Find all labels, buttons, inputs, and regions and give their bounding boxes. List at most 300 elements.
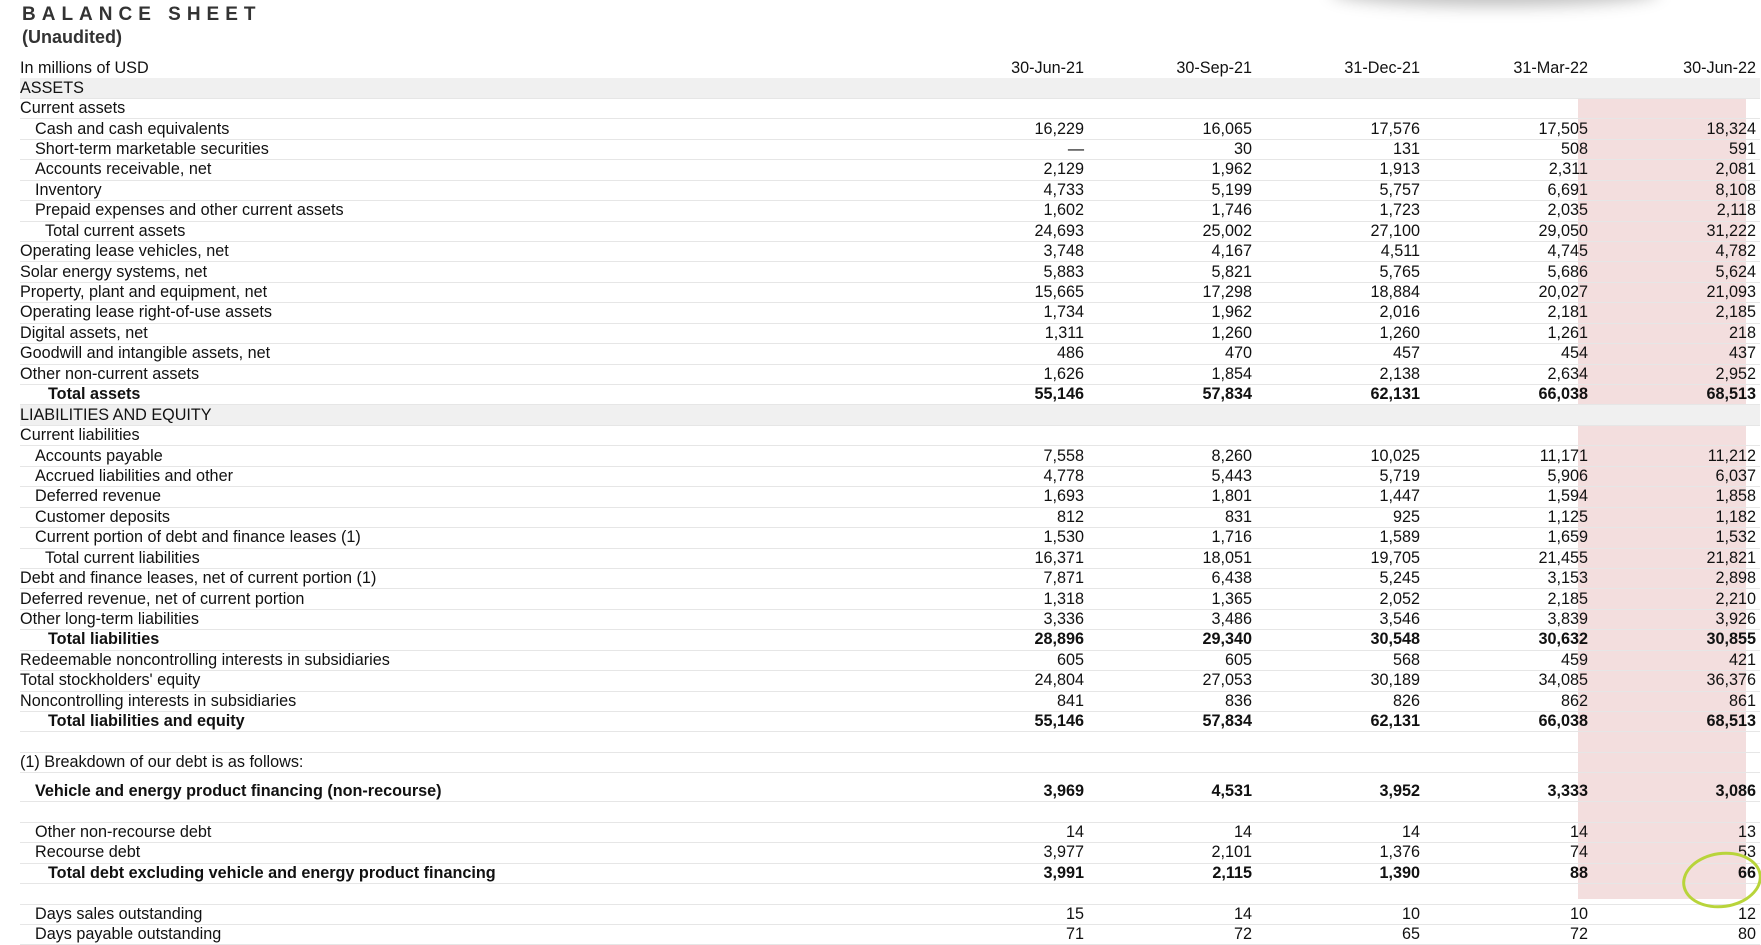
cell-value: 3,952 (1256, 773, 1424, 802)
cell-value: 3,969 (920, 773, 1088, 802)
row-label: Current liabilities (20, 425, 920, 445)
table-row (20, 344, 1760, 364)
cell-value: 3,991 (920, 863, 1088, 883)
cell-value: 12 (1592, 904, 1760, 924)
cell-value (1592, 405, 1760, 425)
row-label: Current assets (20, 98, 920, 118)
row-label (20, 884, 920, 904)
cell-value (920, 98, 1088, 118)
cell-value (1256, 98, 1424, 118)
cell-value: 24,804 (920, 671, 1088, 691)
row-label: Current portion of debt and finance leases (1) (20, 528, 920, 548)
cell-value: 6,691 (1424, 180, 1592, 200)
cell-value: 16,065 (1088, 119, 1256, 139)
cell-value: 8,260 (1088, 446, 1256, 466)
cell-value: 30,632 (1424, 630, 1592, 650)
cell-value: 5,719 (1256, 466, 1424, 486)
row-label: Total assets (20, 385, 920, 405)
cell-value: 2,016 (1256, 303, 1424, 323)
table-row (20, 385, 1760, 405)
table-row (20, 282, 1760, 302)
table-row (20, 262, 1760, 282)
row-label: (1) Breakdown of our debt is as follows: (20, 752, 920, 772)
cell-value: 2,634 (1424, 364, 1592, 384)
row-label: Recourse debt (20, 843, 920, 863)
row-label: Short-term marketable securities (20, 139, 920, 159)
cell-value: 605 (1088, 650, 1256, 670)
cell-value: 841 (920, 691, 1088, 711)
column-header: 31-Mar-22 (1513, 59, 1588, 78)
cell-value: 66 (1592, 863, 1760, 883)
row-label: Inventory (20, 180, 920, 200)
cell-value: 1,532 (1592, 528, 1760, 548)
cell-value: 3,336 (920, 609, 1088, 629)
cell-value (1424, 884, 1592, 904)
cell-value: 2,115 (1088, 863, 1256, 883)
cell-value: 459 (1424, 650, 1592, 670)
cell-value (1256, 802, 1424, 822)
column-header: 30-Sep-21 (1176, 59, 1252, 78)
cell-value: 2,898 (1592, 568, 1760, 588)
cell-value: 11,212 (1592, 446, 1760, 466)
cell-value: 5,686 (1424, 262, 1592, 282)
cell-value: 5,906 (1424, 466, 1592, 486)
row-label: Operating lease right-of-use assets (20, 303, 920, 323)
table-row (20, 924, 1760, 944)
cell-value: 21,455 (1424, 548, 1592, 568)
cell-value: 1,734 (920, 303, 1088, 323)
cell-value: 80 (1592, 924, 1760, 944)
cell-value (920, 732, 1088, 752)
cell-value (1592, 732, 1760, 752)
cell-value: 3,086 (1592, 773, 1760, 802)
cell-value: 55,146 (920, 385, 1088, 405)
cell-value: 862 (1424, 691, 1592, 711)
cell-value (1088, 78, 1256, 98)
cell-value: 15 (920, 904, 1088, 924)
row-label: Accrued liabilities and other (20, 466, 920, 486)
cell-value: 7,871 (920, 568, 1088, 588)
cell-value: 18,324 (1592, 119, 1760, 139)
table-row (20, 732, 1760, 752)
cell-value: 14 (1256, 822, 1424, 842)
cell-value: 4,531 (1088, 773, 1256, 802)
row-label: Property, plant and equipment, net (20, 282, 920, 302)
row-label: Deferred revenue (20, 487, 920, 507)
table-row (20, 241, 1760, 261)
cell-value: 14 (1088, 822, 1256, 842)
table-row (20, 323, 1760, 343)
cell-value: 3,333 (1424, 773, 1592, 802)
table-row (20, 609, 1760, 629)
cell-value (920, 425, 1088, 445)
column-header: 30-Jun-22 (1683, 59, 1756, 78)
cell-value (1088, 802, 1256, 822)
table-row (20, 650, 1760, 670)
cell-value: 6,438 (1088, 568, 1256, 588)
cell-value: 28,896 (920, 630, 1088, 650)
cell-value: 30,548 (1256, 630, 1424, 650)
cell-value (1424, 78, 1592, 98)
cell-value: 14 (1088, 904, 1256, 924)
cell-value: 31,222 (1592, 221, 1760, 241)
cell-value: 27,100 (1256, 221, 1424, 241)
cell-value: 605 (920, 650, 1088, 670)
row-label: LIABILITIES AND EQUITY (20, 405, 920, 425)
table-row (20, 119, 1760, 139)
table-row (20, 822, 1760, 842)
cell-value (920, 405, 1088, 425)
cell-value: 2,035 (1424, 201, 1592, 221)
cell-value: 10 (1424, 904, 1592, 924)
cell-value: 21,821 (1592, 548, 1760, 568)
table-row (20, 752, 1760, 772)
cell-value: 21,093 (1592, 282, 1760, 302)
cell-value: 3,546 (1256, 609, 1424, 629)
cell-value (1256, 425, 1424, 445)
cell-value: 20,027 (1424, 282, 1592, 302)
table-row (20, 303, 1760, 323)
cell-value: 5,624 (1592, 262, 1760, 282)
table-row (20, 160, 1760, 180)
column-header: 31-Dec-21 (1344, 59, 1420, 78)
cell-value: 4,778 (920, 466, 1088, 486)
cell-value: 10,025 (1256, 446, 1424, 466)
cell-value: 591 (1592, 139, 1760, 159)
cell-value (1256, 78, 1424, 98)
cell-value: 1,318 (920, 589, 1088, 609)
cell-value: 7,558 (920, 446, 1088, 466)
cell-value (1256, 884, 1424, 904)
cell-value: 3,748 (920, 241, 1088, 261)
cell-value: 1,594 (1424, 487, 1592, 507)
row-label: Accounts payable (20, 446, 920, 466)
cell-value (920, 802, 1088, 822)
table-row (20, 446, 1760, 466)
cell-value: 88 (1424, 863, 1592, 883)
cell-value: 1,125 (1424, 507, 1592, 527)
cell-value (1424, 732, 1592, 752)
cell-value (1088, 732, 1256, 752)
cell-value: 1,602 (920, 201, 1088, 221)
cell-value: 74 (1424, 843, 1592, 863)
cell-value (920, 884, 1088, 904)
cell-value: 62,131 (1256, 712, 1424, 732)
table-row (20, 773, 1760, 802)
row-label: Goodwill and intangible assets, net (20, 344, 920, 364)
table-row (20, 201, 1760, 221)
cell-value: 6,037 (1592, 466, 1760, 486)
cell-value (1424, 425, 1592, 445)
cell-value: 1,530 (920, 528, 1088, 548)
cell-value: 18,051 (1088, 548, 1256, 568)
cell-value: 2,101 (1088, 843, 1256, 863)
cell-value: 2,952 (1592, 364, 1760, 384)
cell-value: 14 (920, 822, 1088, 842)
cell-value: 2,181 (1424, 303, 1592, 323)
cell-value: 72 (1424, 924, 1592, 944)
cell-value: 1,260 (1088, 323, 1256, 343)
cell-value (1088, 884, 1256, 904)
cell-value (1256, 732, 1424, 752)
row-label: Deferred revenue, net of current portion (20, 589, 920, 609)
cell-value: 812 (920, 507, 1088, 527)
cell-value: 3,839 (1424, 609, 1592, 629)
cell-value: 454 (1424, 344, 1592, 364)
row-label: Days payable outstanding (20, 924, 920, 944)
row-label: Customer deposits (20, 507, 920, 527)
cell-value: 1,693 (920, 487, 1088, 507)
cell-value: 66,038 (1424, 712, 1592, 732)
cell-value: 17,576 (1256, 119, 1424, 139)
table-row (20, 466, 1760, 486)
cell-value: 71 (920, 924, 1088, 944)
cell-value: 831 (1088, 507, 1256, 527)
table-row (20, 691, 1760, 711)
cell-value: 470 (1088, 344, 1256, 364)
cell-value: 1,589 (1256, 528, 1424, 548)
cell-value (1424, 405, 1592, 425)
cell-value: 1,716 (1088, 528, 1256, 548)
cell-value (1256, 752, 1424, 772)
table-row (20, 548, 1760, 568)
cell-value: 57,834 (1088, 385, 1256, 405)
cell-value: 27,053 (1088, 671, 1256, 691)
cell-value: 3,926 (1592, 609, 1760, 629)
cell-value: 66,038 (1424, 385, 1592, 405)
cell-value: 2,081 (1592, 160, 1760, 180)
cell-value: — (920, 139, 1088, 159)
cell-value: 5,883 (920, 262, 1088, 282)
cell-value: 3,486 (1088, 609, 1256, 629)
table-row (20, 221, 1760, 241)
cell-value: 4,167 (1088, 241, 1256, 261)
cell-value: 1,311 (920, 323, 1088, 343)
cell-value: 2,210 (1592, 589, 1760, 609)
table-row (20, 364, 1760, 384)
row-label: Other non-current assets (20, 364, 920, 384)
cell-value: 2,052 (1256, 589, 1424, 609)
cell-value: 25,002 (1088, 221, 1256, 241)
cell-value: 65 (1256, 924, 1424, 944)
cell-value: 8,108 (1592, 180, 1760, 200)
column-header: 30-Jun-21 (1011, 59, 1084, 78)
cell-value: 457 (1256, 344, 1424, 364)
cell-value: 508 (1424, 139, 1592, 159)
cell-value (1592, 78, 1760, 98)
cell-value: 486 (920, 344, 1088, 364)
balance-sheet-table (20, 59, 1760, 945)
cell-value: 13 (1592, 822, 1760, 842)
row-label: Other long-term liabilities (20, 609, 920, 629)
table-row (20, 507, 1760, 527)
cell-value: 18,884 (1256, 282, 1424, 302)
cell-value: 218 (1592, 323, 1760, 343)
table-row (20, 712, 1760, 732)
cell-value: 925 (1256, 507, 1424, 527)
cell-value: 5,757 (1256, 180, 1424, 200)
row-label: Prepaid expenses and other current assets (20, 201, 920, 221)
row-label: Total liabilities (20, 630, 920, 650)
row-label: Debt and finance leases, net of current portion (1) (20, 568, 920, 588)
cell-value: 2,129 (920, 160, 1088, 180)
row-label: Noncontrolling interests in subsidiaries (20, 691, 920, 711)
cell-value: 68,513 (1592, 712, 1760, 732)
cell-value (1592, 98, 1760, 118)
cell-value: 1,913 (1256, 160, 1424, 180)
cell-value: 568 (1256, 650, 1424, 670)
cell-value: 1,261 (1424, 323, 1592, 343)
table-row (20, 180, 1760, 200)
cell-value (1592, 752, 1760, 772)
cell-value: 2,185 (1592, 303, 1760, 323)
cell-value: 1,260 (1256, 323, 1424, 343)
cell-value: 1,801 (1088, 487, 1256, 507)
cell-value: 29,340 (1088, 630, 1256, 650)
table-row (20, 528, 1760, 548)
table-row (20, 78, 1760, 98)
cell-value: 861 (1592, 691, 1760, 711)
table-row (20, 671, 1760, 691)
row-label: Total debt excluding vehicle and energy product financing (20, 863, 920, 883)
table-row (20, 863, 1760, 883)
cell-value: 1,626 (920, 364, 1088, 384)
cell-value: 53 (1592, 843, 1760, 863)
cell-value (1088, 98, 1256, 118)
table-row (20, 884, 1760, 904)
cell-value: 4,745 (1424, 241, 1592, 261)
cell-value: 24,693 (920, 221, 1088, 241)
cell-value (920, 78, 1088, 98)
cell-value: 16,229 (920, 119, 1088, 139)
row-label: Other non-recourse debt (20, 822, 920, 842)
cell-value: 1,962 (1088, 303, 1256, 323)
cell-value (1424, 752, 1592, 772)
row-label: Solar energy systems, net (20, 262, 920, 282)
cell-value: 1,390 (1256, 863, 1424, 883)
cell-value: 2,185 (1424, 589, 1592, 609)
cell-value: 1,365 (1088, 589, 1256, 609)
cell-value: 11,171 (1424, 446, 1592, 466)
table-row (20, 487, 1760, 507)
table-row (20, 425, 1760, 445)
cell-value: 1,746 (1088, 201, 1256, 221)
cell-value: 30 (1088, 139, 1256, 159)
cell-value: 30,855 (1592, 630, 1760, 650)
cell-value (1256, 405, 1424, 425)
cell-value: 4,511 (1256, 241, 1424, 261)
row-label: Total stockholders' equity (20, 671, 920, 691)
cell-value: 36,376 (1592, 671, 1760, 691)
row-label: Days sales outstanding (20, 904, 920, 924)
table-row (20, 139, 1760, 159)
cell-value: 1,376 (1256, 843, 1424, 863)
cell-value: 1,447 (1256, 487, 1424, 507)
cell-value (1088, 425, 1256, 445)
cell-value: 1,723 (1256, 201, 1424, 221)
cell-value: 55,146 (920, 712, 1088, 732)
cell-value: 1,962 (1088, 160, 1256, 180)
cell-value: 4,733 (920, 180, 1088, 200)
cell-value: 5,443 (1088, 466, 1256, 486)
cell-value: 1,182 (1592, 507, 1760, 527)
row-label (20, 802, 920, 822)
cell-value: 17,298 (1088, 282, 1256, 302)
cell-value (1592, 425, 1760, 445)
table-row (20, 630, 1760, 650)
cell-value: 10 (1256, 904, 1424, 924)
cell-value (1088, 752, 1256, 772)
cell-value: 131 (1256, 139, 1424, 159)
row-label: Digital assets, net (20, 323, 920, 343)
table-row (20, 589, 1760, 609)
row-label: Cash and cash equivalents (20, 119, 920, 139)
cell-value: 5,199 (1088, 180, 1256, 200)
cell-value: 34,085 (1424, 671, 1592, 691)
cell-value: 2,118 (1592, 201, 1760, 221)
cell-value: 3,153 (1424, 568, 1592, 588)
cell-value (1592, 802, 1760, 822)
cell-value: 5,245 (1256, 568, 1424, 588)
cell-value: 17,505 (1424, 119, 1592, 139)
cell-value: 4,782 (1592, 241, 1760, 261)
cell-value: 3,977 (920, 843, 1088, 863)
cell-value (920, 752, 1088, 772)
cell-value (1424, 98, 1592, 118)
row-label: Total liabilities and equity (20, 712, 920, 732)
cell-value (1088, 405, 1256, 425)
row-label: ASSETS (20, 78, 920, 98)
table-row (20, 802, 1760, 822)
row-label: Vehicle and energy product financing (non-recourse) (20, 773, 920, 802)
page-subtitle: (Unaudited) (22, 27, 122, 47)
cell-value: 437 (1592, 344, 1760, 364)
cell-value: 57,834 (1088, 712, 1256, 732)
row-label: Total current liabilities (20, 548, 920, 568)
row-label: Redeemable noncontrolling interests in subsidiaries (20, 650, 920, 670)
cell-value: 1,659 (1424, 528, 1592, 548)
cell-value: 421 (1592, 650, 1760, 670)
table-row (20, 98, 1760, 118)
column-header-row (20, 59, 1760, 78)
cell-value: 2,138 (1256, 364, 1424, 384)
cell-value: 19,705 (1256, 548, 1424, 568)
cell-value: 5,765 (1256, 262, 1424, 282)
page-title: BALANCE SHEET (22, 4, 262, 25)
cell-value: 1,854 (1088, 364, 1256, 384)
unit-label: In millions of USD (20, 59, 149, 78)
table-row (20, 904, 1760, 924)
cell-value: 826 (1256, 691, 1424, 711)
table-row (20, 568, 1760, 588)
cell-value (1424, 802, 1592, 822)
row-label: Accounts receivable, net (20, 160, 920, 180)
cell-value: 5,821 (1088, 262, 1256, 282)
table-row (20, 405, 1760, 425)
cell-value: 29,050 (1424, 221, 1592, 241)
cell-value: 62,131 (1256, 385, 1424, 405)
cell-value: 14 (1424, 822, 1592, 842)
cell-value: 2,311 (1424, 160, 1592, 180)
row-label: Operating lease vehicles, net (20, 241, 920, 261)
row-label: Total current assets (20, 221, 920, 241)
cell-value: 1,858 (1592, 487, 1760, 507)
cell-value: 836 (1088, 691, 1256, 711)
table-row (20, 843, 1760, 863)
cell-value: 30,189 (1256, 671, 1424, 691)
cell-value: 16,371 (920, 548, 1088, 568)
cell-value: 72 (1088, 924, 1256, 944)
